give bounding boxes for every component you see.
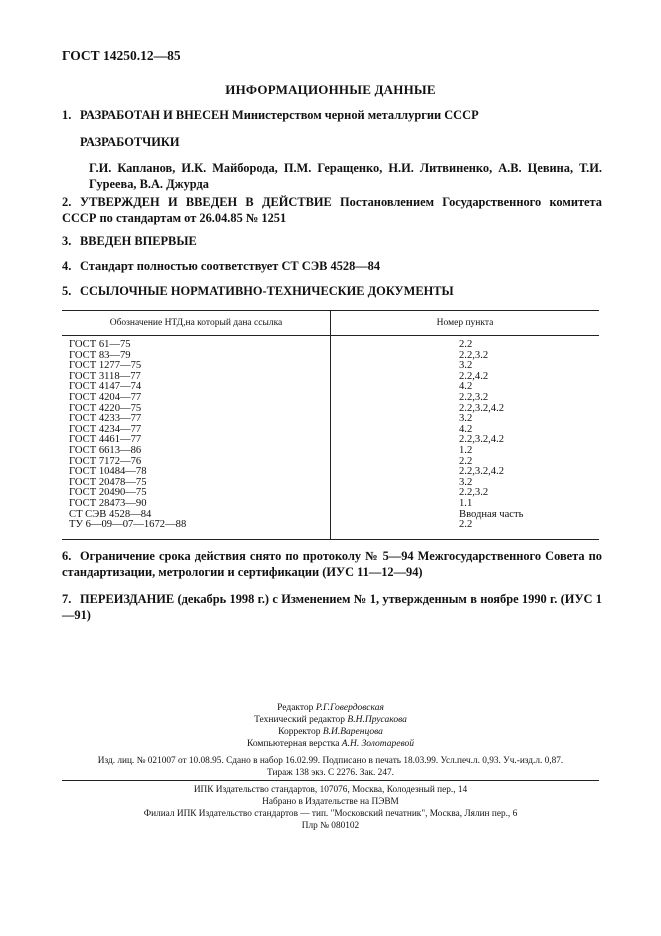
tech-editor-label: Технический редактор [254,715,346,725]
developers-label: РАЗРАБОТЧИКИ [80,135,180,149]
layout-label: Компьютерная верстка [246,739,340,749]
table-column-divider [330,310,331,539]
table-row-doc: ГОСТ 7172—76 [69,455,142,467]
editor-label: Редактор [277,703,314,713]
table-row-item: 2.2 [459,455,473,467]
publisher-line-2: Набрано в Издательстве на ПЭВМ [262,797,399,807]
table-row-item: 4.2 [459,381,473,393]
table-row-doc: ГОСТ 61—75 [69,339,131,350]
page-title: ИНФОРМАЦИОННЫЕ ДАННЫЕ [225,82,436,97]
imprint-editor [0,702,661,714]
table-row-doc: ГОСТ 4234—77 [69,423,142,435]
table-row-doc: ГОСТ 1277—75 [69,360,142,372]
document-header: ГОСТ 14250.12—85 [62,48,181,63]
section-2-number: 2. [62,195,72,209]
table-row-doc: ГОСТ 6613—86 [69,444,142,456]
section-5-number: 5. [62,284,72,298]
publisher-line-4: Плр № 080102 [301,821,360,831]
table-col2-header: Номер пункта [436,318,494,328]
table-row-doc: ГОСТ 83—79 [69,349,131,361]
table-row-doc: ГОСТ 4233—77 [69,413,142,425]
imprint-rule [62,780,599,781]
table-row-item: 2.2,3.2 [459,391,489,403]
imprint-line-2: Тираж 138 экз. С 2276. Зак. 247. [267,768,394,778]
section-7 [62,591,602,623]
table-row-item: Вводная часть [459,508,524,520]
imprint-layout [0,738,661,750]
section-2-text: УТВЕРЖДЕН И ВВЕДЕН В ДЕЙСТВИЕ Постановлением Государственного комитета СССР по стандартам от 26.04.85 № 1251 [62,195,602,225]
table-row-item: 2.2 [459,519,473,531]
table-row-item: 2.2,3.2,4.2 [459,402,505,414]
table-doc-column [69,340,186,531]
table-row-doc: ГОСТ 4220—75 [69,402,142,414]
publisher-line-3: Филиал ИПК Издательство стандартов — тип. "Московский печатник", Москва, Лялин пер., 6 [143,809,518,819]
table-row-doc: ТУ 6—09—07—1672—88 [69,519,187,531]
section-7-text: ПЕРЕИЗДАНИЕ (декабрь 1998 г.) с Изменением № 1, утвержденным в ноябре 1990 г. (ИУС 1—91) [62,592,602,622]
section-1-text: РАЗРАБОТАН И ВНЕСЕН Министерством черной металлургии СССР [80,108,479,122]
table-row-item: 4.2 [459,423,473,435]
layout-name: А.Н. Золотаревой [341,739,415,749]
section-2 [62,194,602,226]
table-row-item: 2.2,3.2 [459,349,489,361]
table-row-item: 2.2,3.2 [459,487,489,499]
imprint-tech-editor [0,714,661,726]
section-4-text: Стандарт полностью соответствует СТ СЭВ 4528—84 [80,259,381,273]
table-row-item: 3.2 [459,476,473,488]
publisher-line-1: ИПК Издательство стандартов, 107076, Москва, Колодезный пер., 14 [193,785,468,795]
table-row-item: 3.2 [459,413,473,425]
table-item-column [459,340,523,531]
section-6-number: 6. [62,549,72,563]
table-row-doc: ГОСТ 4461—77 [69,434,142,446]
table-row-doc: ГОСТ 20490—75 [69,487,147,499]
table-row-doc: ГОСТ 10484—78 [69,466,147,478]
section-5-text: ССЫЛОЧНЫЕ НОРМАТИВНО-ТЕХНИЧЕСКИЕ ДОКУМЕНТЫ [80,284,454,298]
imprint-line-1: Изд. лиц. № 021007 от 10.08.95. Сдано в набор 16.02.99. Подписано в печать 18.03.99. Усл.печ.л. 0,93. Уч.-изд.л. 0,87. [97,756,564,766]
corrector-name: В.И.Варенцова [322,727,383,737]
table-row-doc: ГОСТ 28473—90 [69,497,147,509]
table-row-item: 2.2,4.2 [459,370,489,382]
section-3-text: ВВЕДЕН ВПЕРВЫЕ [80,234,197,248]
table-row-item: 1.2 [459,444,473,456]
imprint-corrector [0,726,661,738]
table-row-doc: ГОСТ 20478—75 [69,476,147,488]
section-1 [62,107,479,123]
section-3-number: 3. [62,234,72,248]
table-row-item: 2.2,3.2,4.2 [459,466,505,478]
developers-list: Г.И. Капланов, И.К. Майборода, П.М. Геращенко, Н.И. Литвиненко, А.В. Цевина, Т.И. Гуреева, В.А. Джурда [89,161,602,191]
section-3 [62,233,197,249]
section-5 [62,283,454,299]
section-4 [62,258,380,274]
table-bottom-rule [62,539,599,540]
section-1-number: 1. [62,108,72,122]
table-row-item: 2.2 [459,339,473,350]
section-6-text: Ограничение срока действия снято по протоколу № 5—94 Межгосударственного Совета по стандартизации, метрологии и сертификации (ИУС 11—12—94) [62,549,602,579]
table-row-doc: ГОСТ 4147—74 [69,381,142,393]
table-row-doc: ГОСТ 3118—77 [69,370,141,382]
section-6 [62,548,602,580]
tech-editor-name: В.Н.Прусакова [347,715,407,725]
table-row-item: 1.1 [459,497,473,509]
section-4-number: 4. [62,259,72,273]
editor-name: Р.Г.Говердовская [315,703,384,713]
table-col1-header: Обозначение НТД,на который дана ссылка [109,318,283,328]
table-row-item: 2.2,3.2,4.2 [459,434,505,446]
table-row-doc: ГОСТ 4204—77 [69,391,142,403]
table-row-item: 3.2 [459,360,473,372]
corrector-label: Корректор [278,727,321,737]
section-7-number: 7. [62,592,72,606]
table-row-doc: СТ СЭВ 4528—84 [69,508,152,520]
